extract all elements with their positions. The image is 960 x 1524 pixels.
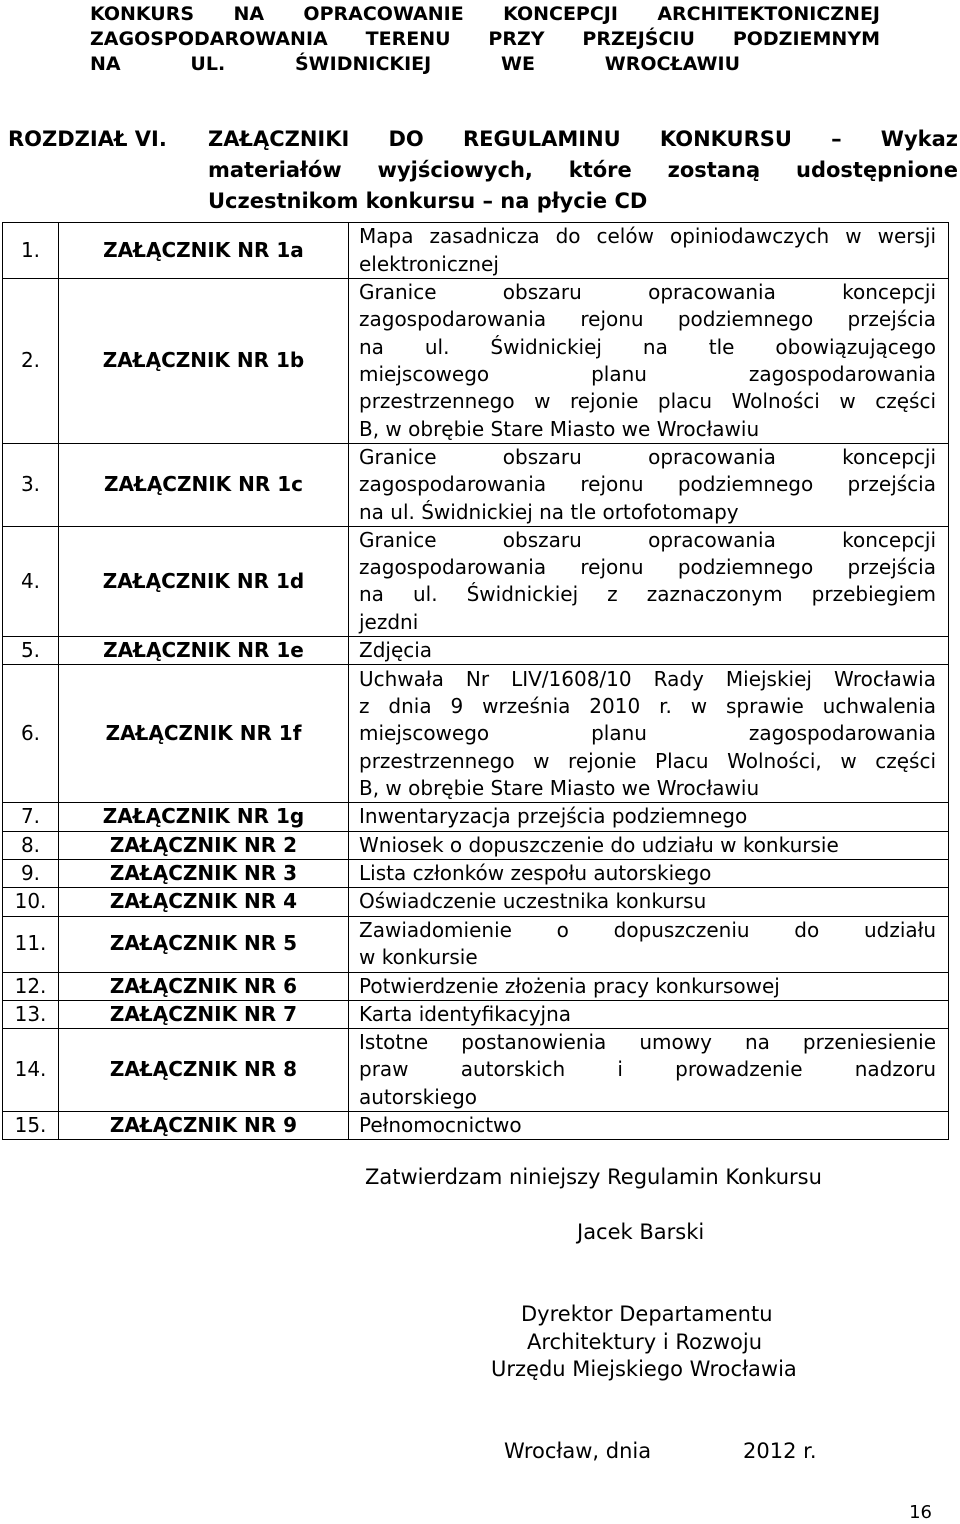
description-line: Wniosek o dopuszczenie do udziału w konkursie bbox=[359, 832, 839, 857]
date-label: Wrocław, dnia bbox=[504, 1439, 652, 1463]
table-row bbox=[3, 831, 949, 859]
attachment-code: ZAŁĄCZNIK NR 2 bbox=[59, 831, 349, 859]
description-line: Granice obszaru opracowania koncepcji bbox=[359, 445, 936, 469]
description-line: na ul. Świdnickiej z zaznaczonym przebiegiem bbox=[359, 582, 936, 607]
description-line: Zawiadomienie o dopuszczeniu do udziału bbox=[359, 917, 936, 942]
attachment-code: ZAŁĄCZNIK NR 1b bbox=[59, 279, 349, 444]
chapter-label: ROZDZIAŁ VI. bbox=[8, 127, 167, 151]
attachment-description bbox=[349, 665, 949, 803]
signer-name: Jacek Barski bbox=[577, 1220, 705, 1244]
table-row bbox=[3, 665, 949, 803]
attachments-table bbox=[2, 222, 949, 1140]
document-header bbox=[90, 2, 880, 77]
attachment-code: ZAŁĄCZNIK NR 1c bbox=[59, 444, 349, 527]
attachment-description bbox=[349, 916, 949, 972]
description-line: przestrzennego w rejonie Placu Wolności, w części bbox=[359, 748, 936, 773]
attachment-description bbox=[349, 637, 949, 665]
description-line: Uchwała Nr LIV/1608/10 Rady Miejskiej Wrocławia bbox=[359, 666, 936, 691]
description-line: Lista członków zespołu autorskiego bbox=[359, 860, 712, 885]
attachment-number: 5. bbox=[3, 637, 59, 665]
table-row bbox=[3, 526, 949, 636]
date-year: 2012 r. bbox=[743, 1439, 817, 1463]
description-line: Granice obszaru opracowania koncepcji bbox=[359, 527, 936, 552]
attachment-code: ZAŁĄCZNIK NR 4 bbox=[59, 888, 349, 916]
attachment-description bbox=[349, 279, 949, 444]
description-line: jezdni bbox=[359, 609, 419, 634]
description-line: Inwentaryzacja przejścia podziemnego bbox=[359, 804, 748, 829]
table-row bbox=[3, 1112, 949, 1140]
chapter-title-line-3: Uczestnikom konkursu – na płycie CD bbox=[208, 189, 648, 213]
description-line: Potwierdzenie złożenia pracy konkursowej bbox=[359, 973, 780, 998]
chapter-title-line-2: materiałów wyjściowych, które zostaną udostępnione bbox=[208, 158, 958, 182]
description-line: Granice obszaru opracowania koncepcji bbox=[359, 280, 936, 305]
attachment-number: 10. bbox=[3, 888, 59, 916]
description-line: elektronicznej bbox=[359, 251, 499, 276]
chapter-heading bbox=[8, 124, 958, 217]
attachment-number: 3. bbox=[3, 444, 59, 527]
description-line: Oświadczenie uczestnika konkursu bbox=[359, 889, 707, 914]
description-line: miejscowego planu zagospodarowania bbox=[359, 721, 936, 746]
description-line: zagospodarowania rejonu podziemnego przejścia bbox=[359, 307, 936, 332]
signer-title-line-3: Urzędu Miejskiego Wrocławia bbox=[491, 1357, 797, 1381]
attachment-description bbox=[349, 444, 949, 527]
table-row bbox=[3, 803, 949, 831]
attachment-number: 2. bbox=[3, 279, 59, 444]
table-row bbox=[3, 888, 949, 916]
attachment-number: 11. bbox=[3, 916, 59, 972]
attachment-code: ZAŁĄCZNIK NR 1a bbox=[59, 223, 349, 279]
table-row bbox=[3, 279, 949, 444]
description-line: na ul. Świdnickiej na tle obowiązującego bbox=[359, 334, 936, 359]
attachment-number: 7. bbox=[3, 803, 59, 831]
attachment-code: ZAŁĄCZNIK NR 7 bbox=[59, 1000, 349, 1028]
attachment-number: 9. bbox=[3, 859, 59, 887]
table-row bbox=[3, 444, 949, 527]
signer-title-line-1: Dyrektor Departamentu bbox=[521, 1302, 773, 1326]
table-row bbox=[3, 859, 949, 887]
description-line: Pełnomocnictwo bbox=[359, 1113, 522, 1138]
attachment-code: ZAŁĄCZNIK NR 1f bbox=[59, 665, 349, 803]
attachment-description bbox=[349, 831, 949, 859]
attachment-number: 13. bbox=[3, 1000, 59, 1028]
description-line: praw autorskich i prowadzenie nadzoru bbox=[359, 1057, 936, 1082]
table-row bbox=[3, 1029, 949, 1112]
table-row bbox=[3, 223, 949, 279]
description-line: Karta identyfikacyjna bbox=[359, 1001, 572, 1026]
attachment-description bbox=[349, 526, 949, 636]
signer-title-line-2: Architektury i Rozwoju bbox=[527, 1330, 763, 1354]
description-line: na ul. Świdnickiej na tle ortofotomapy bbox=[359, 499, 739, 524]
attachment-number: 15. bbox=[3, 1112, 59, 1140]
attachment-number: 4. bbox=[3, 526, 59, 636]
attachment-number: 6. bbox=[3, 665, 59, 803]
attachment-number: 1. bbox=[3, 223, 59, 279]
page-number: 16 bbox=[909, 1502, 932, 1523]
description-line: autorskiego bbox=[359, 1084, 478, 1109]
attachment-code: ZAŁĄCZNIK NR 6 bbox=[59, 972, 349, 1000]
description-line: zagospodarowania rejonu podziemnego przejścia bbox=[359, 472, 936, 497]
header-line-3: NA UL. ŚWIDNICKIEJ WE WROCŁAWIU bbox=[90, 53, 740, 75]
table-row bbox=[3, 637, 949, 665]
chapter-title-line-1: ZAŁĄCZNIKI DO REGULAMINU KONKURSU – Wykaz bbox=[208, 127, 958, 151]
attachment-description bbox=[349, 803, 949, 831]
description-line: przestrzennego w rejonie placu Wolności w części bbox=[359, 389, 936, 414]
attachment-code: ZAŁĄCZNIK NR 1d bbox=[59, 526, 349, 636]
header-line-1: KONKURS NA OPRACOWANIE KONCEPCJI ARCHITEKTONICZNEJ bbox=[90, 3, 880, 25]
attachment-number: 8. bbox=[3, 831, 59, 859]
attachment-description bbox=[349, 859, 949, 887]
attachment-number: 14. bbox=[3, 1029, 59, 1112]
description-line: zagospodarowania rejonu podziemnego przejścia bbox=[359, 555, 936, 580]
attachment-description bbox=[349, 223, 949, 279]
description-line: miejscowego planu zagospodarowania bbox=[359, 362, 936, 386]
attachment-code: ZAŁĄCZNIK NR 1g bbox=[59, 803, 349, 831]
description-line: Mapa zasadnicza do celów opiniodawczych w wersji bbox=[359, 224, 936, 249]
description-line: z dnia 9 września 2010 r. w sprawie uchwalenia bbox=[359, 693, 936, 718]
attachment-code: ZAŁĄCZNIK NR 8 bbox=[59, 1029, 349, 1112]
description-line: Istotne postanowienia umowy na przeniesienie bbox=[359, 1030, 936, 1055]
attachment-description bbox=[349, 972, 949, 1000]
attachment-code: ZAŁĄCZNIK NR 9 bbox=[59, 1112, 349, 1140]
description-line: Zdjęcia bbox=[359, 638, 433, 663]
attachment-description bbox=[349, 888, 949, 916]
attachment-code: ZAŁĄCZNIK NR 5 bbox=[59, 916, 349, 972]
attachment-description bbox=[349, 1000, 949, 1028]
description-line: B, w obrębie Stare Miasto we Wrocławiu bbox=[359, 416, 760, 441]
attachment-number: 12. bbox=[3, 972, 59, 1000]
description-line: B, w obrębie Stare Miasto we Wrocławiu bbox=[359, 775, 760, 800]
table-row bbox=[3, 972, 949, 1000]
attachment-description bbox=[349, 1112, 949, 1140]
attachment-code: ZAŁĄCZNIK NR 1e bbox=[59, 637, 349, 665]
approval-text: Zatwierdzam niniejszy Regulamin Konkursu bbox=[365, 1165, 822, 1189]
header-line-2: ZAGOSPODAROWANIA TERENU PRZY PRZEJŚCIU PODZIEMNYM bbox=[90, 28, 880, 50]
attachment-code: ZAŁĄCZNIK NR 3 bbox=[59, 859, 349, 887]
table-row bbox=[3, 1000, 949, 1028]
attachment-description bbox=[349, 1029, 949, 1112]
description-line: w konkursie bbox=[359, 945, 478, 970]
table-row bbox=[3, 916, 949, 972]
